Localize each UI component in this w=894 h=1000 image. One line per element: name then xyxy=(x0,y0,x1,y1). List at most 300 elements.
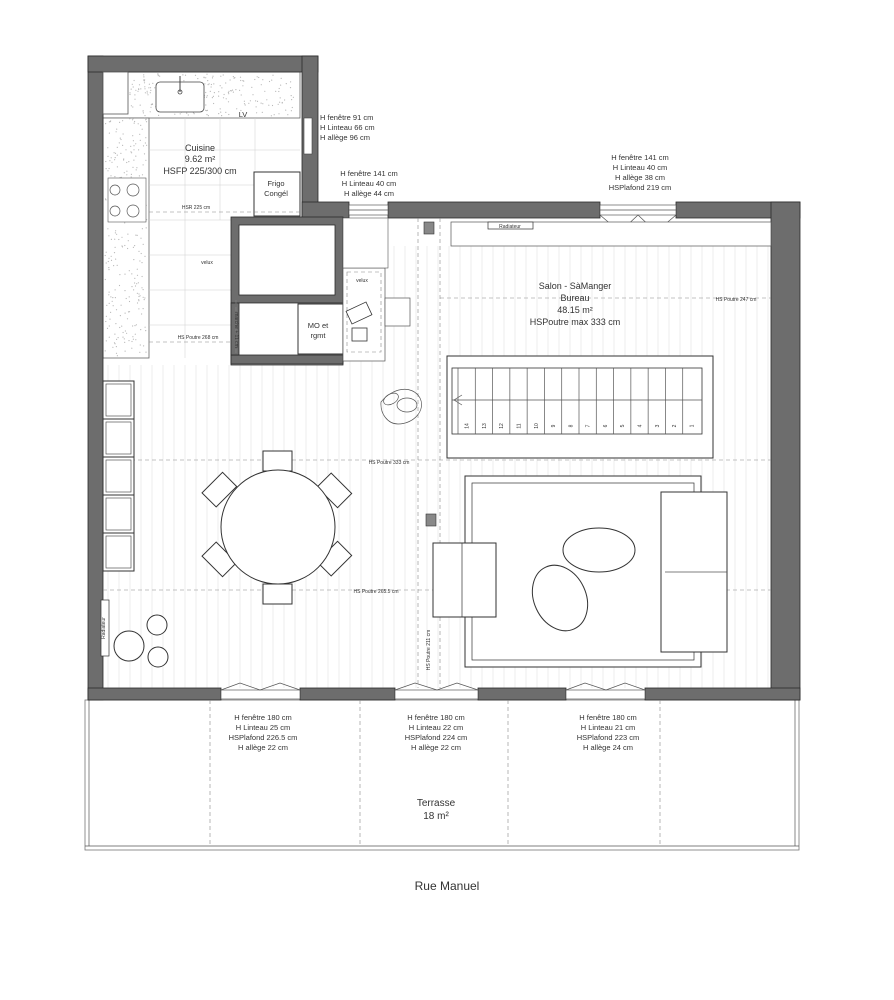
countertop-speck xyxy=(282,102,283,103)
countertop-speck xyxy=(122,145,123,146)
terrace-area-label: 18 m² xyxy=(423,811,449,822)
countertop-speck xyxy=(291,95,292,96)
countertop-speck xyxy=(205,110,206,111)
countertop-speck xyxy=(291,110,292,111)
countertop-speck xyxy=(251,87,252,88)
countertop-speck xyxy=(245,104,246,105)
countertop-speck xyxy=(279,88,280,89)
microwave-label-1: MO et xyxy=(307,321,329,330)
countertop-speck xyxy=(144,256,145,257)
countertop-speck xyxy=(116,353,117,354)
countertop-speck xyxy=(210,91,211,92)
countertop-speck xyxy=(137,235,138,236)
countertop-speck xyxy=(152,83,153,84)
countertop-speck xyxy=(105,321,106,322)
beam-hs268: HS Poutre 268 cm xyxy=(177,335,219,341)
countertop-speck xyxy=(134,94,135,95)
countertop-speck xyxy=(130,151,131,152)
countertop-speck xyxy=(254,79,255,80)
countertop-speck xyxy=(125,149,126,150)
countertop-speck xyxy=(158,115,159,116)
window-spec: H allège 38 cm xyxy=(614,173,666,182)
countertop-speck xyxy=(115,230,116,231)
countertop-speck xyxy=(115,153,116,154)
countertop-speck xyxy=(132,84,133,85)
countertop-speck xyxy=(205,77,206,78)
countertop-speck xyxy=(134,123,135,124)
countertop-speck xyxy=(213,96,214,97)
countertop-speck xyxy=(115,259,116,260)
countertop-speck xyxy=(144,299,145,300)
countertop-speck xyxy=(132,119,133,120)
countertop-speck xyxy=(122,120,123,121)
countertop-speck xyxy=(136,169,137,170)
countertop-speck xyxy=(137,269,138,270)
countertop-speck xyxy=(136,167,137,168)
countertop-speck xyxy=(131,286,132,287)
living-area: 48.15 m² xyxy=(557,305,593,315)
countertop-speck xyxy=(211,84,212,85)
kitchen-height: HSFP 225/300 cm xyxy=(163,166,237,176)
countertop-speck xyxy=(262,103,263,104)
radiator-left-label: Radiateur xyxy=(101,617,107,639)
window-kitchen-side-specs xyxy=(320,113,375,142)
countertop-speck xyxy=(127,234,128,235)
countertop-speck xyxy=(135,235,136,236)
countertop-speck xyxy=(220,108,221,109)
countertop-speck xyxy=(138,149,139,150)
countertop-speck xyxy=(147,94,148,95)
countertop-speck xyxy=(144,82,145,83)
countertop-speck xyxy=(220,76,221,77)
countertop-speck xyxy=(218,96,219,97)
window-spec: HSPlafond 224 cm xyxy=(404,733,468,742)
countertop-speck xyxy=(107,170,108,171)
countertop-speck xyxy=(140,88,141,89)
countertop-speck xyxy=(204,83,205,84)
countertop-speck xyxy=(105,198,106,199)
countertop-speck xyxy=(124,342,125,343)
dining-table xyxy=(202,451,352,604)
countertop-speck xyxy=(143,79,144,80)
countertop-speck xyxy=(117,265,118,266)
countertop-speck xyxy=(228,101,229,102)
countertop-speck xyxy=(269,81,270,82)
window-spec: H Linteau 21 cm xyxy=(580,723,636,732)
countertop-speck xyxy=(135,285,136,286)
countertop-speck xyxy=(244,101,245,102)
countertop-speck xyxy=(133,145,134,146)
countertop-speck xyxy=(145,330,146,331)
countertop-speck xyxy=(140,125,141,126)
countertop-speck xyxy=(141,313,142,314)
countertop-speck xyxy=(132,106,133,107)
beam-hs2655: HS Poutre 265.5 cm xyxy=(353,589,399,595)
countertop-speck xyxy=(214,92,215,93)
countertop-speck xyxy=(142,110,143,111)
countertop-speck xyxy=(114,176,115,177)
countertop-speck xyxy=(109,319,110,320)
countertop-speck xyxy=(275,91,276,92)
countertop-speck xyxy=(129,301,130,302)
countertop-speck xyxy=(138,308,139,309)
countertop-speck xyxy=(129,92,130,93)
countertop-speck xyxy=(241,94,242,95)
countertop-speck xyxy=(125,313,126,314)
countertop-speck xyxy=(115,157,116,158)
countertop-speck xyxy=(220,85,221,86)
cooktop xyxy=(108,178,146,222)
countertop-speck xyxy=(218,113,219,114)
stair-number: 14 xyxy=(464,423,471,429)
window-spec: H allège 44 cm xyxy=(343,189,395,198)
window-spec: HSPlafond 223 cm xyxy=(576,733,640,742)
countertop-speck xyxy=(194,113,195,114)
countertop-speck xyxy=(133,259,134,260)
countertop-speck xyxy=(147,92,148,93)
countertop-speck xyxy=(131,348,132,349)
window-top-right-specs xyxy=(609,153,672,192)
countertop-speck xyxy=(116,309,117,310)
countertop-speck xyxy=(144,153,145,154)
countertop-speck xyxy=(116,339,117,340)
countertop-speck xyxy=(228,114,229,115)
countertop-speck xyxy=(139,352,140,353)
countertop-speck xyxy=(144,115,145,116)
countertop-speck xyxy=(117,355,118,356)
countertop-speck xyxy=(133,339,134,340)
window-spec: H allège 22 cm xyxy=(237,743,289,752)
beam-hs333: HS Poutre 333 cm xyxy=(368,460,410,466)
countertop-speck xyxy=(233,76,234,77)
countertop-speck xyxy=(213,103,214,104)
velux-kitchen-label: velux xyxy=(201,260,213,266)
countertop-speck xyxy=(106,252,107,253)
countertop-speck xyxy=(120,139,121,140)
post-top xyxy=(424,222,434,234)
countertop-speck xyxy=(133,86,134,87)
countertop-speck xyxy=(145,119,146,120)
countertop-speck xyxy=(126,171,127,172)
countertop-speck xyxy=(225,112,226,113)
countertop-speck xyxy=(124,245,125,246)
countertop-speck xyxy=(233,92,234,93)
stair-number: 4 xyxy=(637,424,644,428)
countertop-speck xyxy=(109,325,110,326)
window-spec: H fenêtre 180 cm xyxy=(234,713,292,722)
countertop-speck xyxy=(123,133,124,134)
countertop-speck xyxy=(118,337,119,338)
countertop-speck xyxy=(206,97,207,98)
countertop-speck xyxy=(144,88,145,89)
stair-number: 2 xyxy=(672,424,679,428)
countertop-speck xyxy=(142,228,143,229)
countertop-speck xyxy=(135,156,136,157)
countertop-speck xyxy=(114,152,115,153)
countertop-speck xyxy=(133,247,134,248)
countertop-speck xyxy=(143,76,144,77)
window-spec: H Linteau 22 cm xyxy=(408,723,464,732)
countertop-speck xyxy=(109,133,110,134)
countertop-speck xyxy=(142,129,143,130)
countertop-speck xyxy=(240,80,241,81)
countertop-speck xyxy=(206,74,207,75)
window-bottom-mid-specs xyxy=(405,713,468,752)
countertop-speck xyxy=(143,74,144,75)
countertop-speck xyxy=(115,247,116,248)
countertop-speck xyxy=(126,333,127,334)
countertop-speck xyxy=(278,113,279,114)
countertop-speck xyxy=(132,167,133,168)
countertop-speck xyxy=(290,87,291,88)
countertop-speck xyxy=(107,156,108,157)
countertop-speck xyxy=(138,251,139,252)
countertop-speck xyxy=(134,282,135,283)
window-spec: H fenêtre 91 cm xyxy=(320,113,374,122)
countertop-speck xyxy=(239,90,240,91)
countertop-speck xyxy=(119,142,120,143)
countertop-speck xyxy=(279,102,280,103)
countertop-speck xyxy=(266,99,267,100)
countertop-speck xyxy=(142,276,143,277)
countertop-speck xyxy=(271,80,272,81)
countertop-speck xyxy=(117,147,118,148)
countertop-speck xyxy=(141,262,142,263)
countertop-speck xyxy=(278,104,279,105)
countertop-speck xyxy=(131,273,132,274)
beam-hs247: HS Poutre 247 cm xyxy=(715,297,757,303)
countertop-speck xyxy=(111,260,112,261)
countertop-speck xyxy=(152,103,153,104)
countertop-speck xyxy=(148,87,149,88)
countertop-speck xyxy=(138,296,139,297)
countertop-speck xyxy=(126,162,127,163)
window-spec: H Linteau 40 cm xyxy=(341,179,397,188)
window-bottom-left-specs xyxy=(229,713,298,752)
stair-number: 9 xyxy=(551,424,558,428)
countertop-speck xyxy=(135,143,136,144)
countertop-speck xyxy=(205,104,206,105)
countertop-speck xyxy=(143,308,144,309)
countertop-speck xyxy=(106,316,107,317)
countertop-speck xyxy=(123,159,124,160)
desk xyxy=(343,218,410,361)
radiator-top-label: Radiateur xyxy=(499,224,521,230)
countertop-speck xyxy=(138,299,139,300)
countertop-speck xyxy=(143,345,144,346)
countertop-speck xyxy=(109,168,110,169)
window-spec: H Linteau 25 cm xyxy=(235,723,291,732)
countertop-speck xyxy=(207,110,208,111)
countertop-speck xyxy=(134,325,135,326)
countertop-speck xyxy=(126,174,127,175)
countertop-speck xyxy=(109,303,110,304)
countertop-speck xyxy=(121,237,122,238)
fridge-label-2: Congél xyxy=(264,189,288,198)
countertop-speck xyxy=(139,260,140,261)
countertop-speck xyxy=(139,134,140,135)
beam-hs211: HS Poutre 211 cm xyxy=(426,629,432,671)
countertop-speck xyxy=(139,84,140,85)
countertop-speck xyxy=(106,168,107,169)
countertop-speck xyxy=(116,346,117,347)
window-spec: HSPlafond 226.5 cm xyxy=(228,733,298,742)
countertop-speck xyxy=(109,121,110,122)
window-spec: H fenêtre 180 cm xyxy=(579,713,637,722)
countertop-speck xyxy=(143,112,144,113)
countertop-speck xyxy=(280,85,281,86)
countertop-speck xyxy=(137,302,138,303)
countertop-speck xyxy=(286,83,287,84)
window-spec: H allège 96 cm xyxy=(320,133,371,142)
countertop-speck xyxy=(146,121,147,122)
countertop-speck xyxy=(232,90,233,91)
window-bottom-right-specs xyxy=(577,713,640,752)
countertop-speck xyxy=(280,97,281,98)
countertop-speck xyxy=(127,248,128,249)
countertop-speck xyxy=(141,253,142,254)
countertop-speck xyxy=(174,114,175,115)
countertop-speck xyxy=(211,86,212,87)
countertop-speck xyxy=(108,235,109,236)
countertop-speck xyxy=(250,100,251,101)
countertop-speck xyxy=(140,295,141,296)
countertop-speck xyxy=(188,114,189,115)
countertop-speck xyxy=(262,79,263,80)
countertop-speck xyxy=(105,350,106,351)
window-spec: H allège 24 cm xyxy=(582,743,634,752)
countertop-speck xyxy=(114,334,115,335)
countertop-speck xyxy=(212,76,213,77)
countertop-speck xyxy=(208,115,209,116)
countertop-speck xyxy=(207,95,208,96)
countertop-speck xyxy=(131,176,132,177)
countertop-speck xyxy=(150,92,151,93)
countertop-speck xyxy=(129,311,130,312)
stair-number: 8 xyxy=(568,424,575,428)
countertop-speck xyxy=(121,326,122,327)
step-label: marche + 11 cm xyxy=(233,312,239,348)
countertop-speck xyxy=(221,115,222,116)
countertop-speck xyxy=(128,161,129,162)
post-mid xyxy=(426,514,436,526)
countertop-speck xyxy=(258,77,259,78)
countertop-speck xyxy=(116,129,117,130)
countertop-speck xyxy=(223,74,224,75)
window-spec: HSPlafond 219 cm xyxy=(608,183,672,192)
countertop-speck xyxy=(143,297,144,298)
countertop-speck xyxy=(113,265,114,266)
countertop-speck xyxy=(218,91,219,92)
countertop-speck xyxy=(256,112,257,113)
kitchen-area: 9.62 m² xyxy=(184,154,216,164)
countertop-speck xyxy=(197,78,198,79)
countertop-speck xyxy=(124,338,125,339)
countertop-speck xyxy=(150,111,151,112)
countertop-speck xyxy=(115,232,116,233)
kitchen-name: Cuisine xyxy=(184,143,216,153)
lounge-chair xyxy=(381,389,422,424)
countertop-speck xyxy=(124,222,125,223)
countertop-speck xyxy=(220,112,221,113)
countertop-speck xyxy=(132,336,133,337)
countertop-speck xyxy=(287,114,288,115)
countertop-speck xyxy=(111,162,112,163)
countertop-speck xyxy=(293,97,294,98)
countertop-speck xyxy=(150,90,151,91)
countertop-speck xyxy=(268,105,269,106)
countertop-speck xyxy=(141,287,142,288)
countertop-speck xyxy=(257,101,258,102)
countertop-speck xyxy=(130,146,131,147)
countertop-speck xyxy=(144,118,145,119)
countertop-speck xyxy=(228,93,229,94)
countertop-speck xyxy=(132,325,133,326)
countertop-speck xyxy=(146,227,147,228)
countertop-speck xyxy=(140,344,141,345)
countertop-speck xyxy=(108,269,109,270)
countertop-speck xyxy=(281,78,282,79)
countertop-speck xyxy=(121,305,122,306)
countertop-speck xyxy=(137,293,138,294)
countertop-speck xyxy=(135,334,136,335)
countertop-speck xyxy=(278,91,279,92)
stair-number: 5 xyxy=(620,424,627,428)
countertop-speck xyxy=(136,283,137,284)
countertop-speck xyxy=(108,294,109,295)
window-spec: H fenêtre 141 cm xyxy=(340,169,398,178)
countertop-speck xyxy=(118,239,119,240)
countertop-speck xyxy=(143,244,144,245)
countertop-speck xyxy=(131,341,132,342)
countertop-speck xyxy=(212,97,213,98)
countertop-speck xyxy=(257,76,258,77)
countertop-speck xyxy=(274,114,275,115)
street-name: Rue Manuel xyxy=(414,879,480,893)
countertop-speck xyxy=(207,80,208,81)
countertop-speck xyxy=(119,274,120,275)
countertop-speck xyxy=(224,94,225,95)
kitchen-island-column xyxy=(231,217,343,365)
countertop-speck xyxy=(252,94,253,95)
countertop-speck xyxy=(154,87,155,88)
countertop-speck xyxy=(256,106,257,107)
stair-number: 7 xyxy=(585,424,592,428)
stair-number: 12 xyxy=(499,423,506,429)
countertop-speck xyxy=(110,175,111,176)
countertop-speck xyxy=(137,91,138,92)
countertop-speck xyxy=(225,82,226,83)
countertop-speck xyxy=(106,262,107,263)
countertop-speck xyxy=(111,256,112,257)
countertop-speck xyxy=(272,75,273,76)
stair-number: 11 xyxy=(516,423,523,429)
countertop-speck xyxy=(134,80,135,81)
countertop-speck xyxy=(111,157,112,158)
countertop-speck xyxy=(121,245,122,246)
stair-number: 6 xyxy=(602,424,609,428)
beam-hsr225: HSR 225 cm xyxy=(181,205,211,211)
countertop-speck xyxy=(271,115,272,116)
countertop-speck xyxy=(212,77,213,78)
countertop-speck xyxy=(145,142,146,143)
microwave-label-2: rgmt xyxy=(310,331,326,340)
countertop-speck xyxy=(186,113,187,114)
countertop-speck xyxy=(143,289,144,290)
countertop-speck xyxy=(145,327,146,328)
countertop-speck xyxy=(127,318,128,319)
countertop-speck xyxy=(110,312,111,313)
